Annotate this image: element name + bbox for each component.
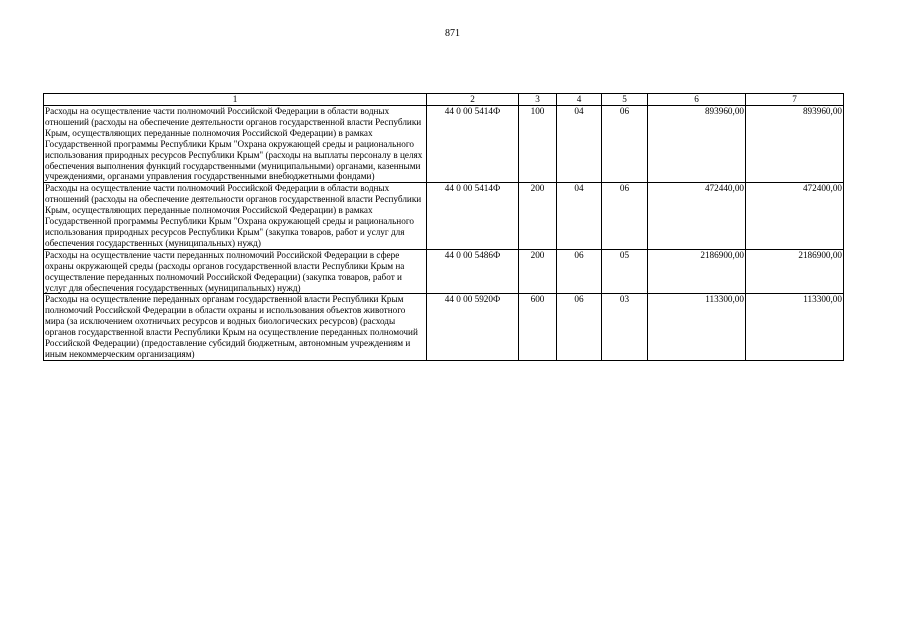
column-header: 1 xyxy=(44,94,427,106)
description-cell: Расходы на осуществление части полномочий Российской Федерации в области водных отношений (расходы на обеспечение деятельности органов государственной власти Республики Крым, осуществляющих переданные полномочия Российской Федерации) в рамках Государственной программы Республики Крым "Охрана окружающей среды и рационального использования природных ресурсов Республики Крым" (закупка товаров, работ и услуг для обеспечения государственных (муниципальных) нужд) xyxy=(44,183,427,249)
table-row xyxy=(44,294,844,360)
table-row xyxy=(44,106,844,183)
section-cell: 06 xyxy=(557,249,602,294)
column-header: 7 xyxy=(746,94,844,106)
section-cell: 04 xyxy=(557,106,602,183)
table-row xyxy=(44,183,844,249)
page-number: 871 xyxy=(445,28,460,39)
section-cell: 04 xyxy=(557,183,602,249)
amount-col7-cell: 472400,00 xyxy=(746,183,844,249)
description-cell: Расходы на осуществление части полномочий Российской Федерации в области водных отношений (расходы на обеспечение деятельности органов государственной власти Республики Крым, осуществляющих переданные полномочия Российской Федерации) в рамках Государственной программы Республики Крым "Охрана окружающей среды и рационального использования природных ресурсов Республики Крым" (расходы на выплаты персоналу в целях обеспечения выполнения функций государственными (муниципальными) органами, казенными учреждениями, органами управления государственными внебюджетными фондами) xyxy=(44,106,427,183)
expense-type-cell: 200 xyxy=(519,249,557,294)
target-code-cell: 44 0 00 5920Ф xyxy=(427,294,519,360)
expense-type-cell: 600 xyxy=(519,294,557,360)
column-header: 4 xyxy=(557,94,602,106)
description-cell: Расходы на осуществление переданных органам государственной власти Республики Крым полномочий Российской Федерации в области охраны и использования объектов животного мира (за исключением охотничьих ресурсов и водных биологических ресурсов) (расходы органов государственной власти Республики Крым на осуществление переданных полномочий Российской Федерации) (предоставление субсидий бюджетным, автономным учреждениям и иным некоммерческим организациям) xyxy=(44,294,427,360)
column-header: 2 xyxy=(427,94,519,106)
expense-type-cell: 200 xyxy=(519,183,557,249)
amount-col6-cell: 472440,00 xyxy=(648,183,746,249)
column-header: 5 xyxy=(602,94,648,106)
target-code-cell: 44 0 00 5414Ф xyxy=(427,106,519,183)
amount-col7-cell: 893960,00 xyxy=(746,106,844,183)
column-header: 6 xyxy=(648,94,746,106)
expense-type-cell: 100 xyxy=(519,106,557,183)
target-code-cell: 44 0 00 5414Ф xyxy=(427,183,519,249)
section-cell: 06 xyxy=(557,294,602,360)
table-row xyxy=(44,249,844,294)
amount-col6-cell: 2186900,00 xyxy=(648,249,746,294)
amount-col6-cell: 113300,00 xyxy=(648,294,746,360)
subsection-cell: 05 xyxy=(602,249,648,294)
budget-table xyxy=(43,93,844,361)
amount-col7-cell: 2186900,00 xyxy=(746,249,844,294)
description-cell: Расходы на осуществление части переданных полномочий Российской Федерации в сфере охраны окружающей среды (расходы органов государственной власти Республики Крым на осуществление переданных полномочий Российской Федерации) (закупка товаров, работ и услуг для обеспечения государственных (муниципальных) нужд) xyxy=(44,249,427,294)
amount-col6-cell: 893960,00 xyxy=(648,106,746,183)
subsection-cell: 06 xyxy=(602,183,648,249)
header-row xyxy=(44,94,844,106)
subsection-cell: 06 xyxy=(602,106,648,183)
column-header: 3 xyxy=(519,94,557,106)
amount-col7-cell: 113300,00 xyxy=(746,294,844,360)
target-code-cell: 44 0 00 5486Ф xyxy=(427,249,519,294)
subsection-cell: 03 xyxy=(602,294,648,360)
